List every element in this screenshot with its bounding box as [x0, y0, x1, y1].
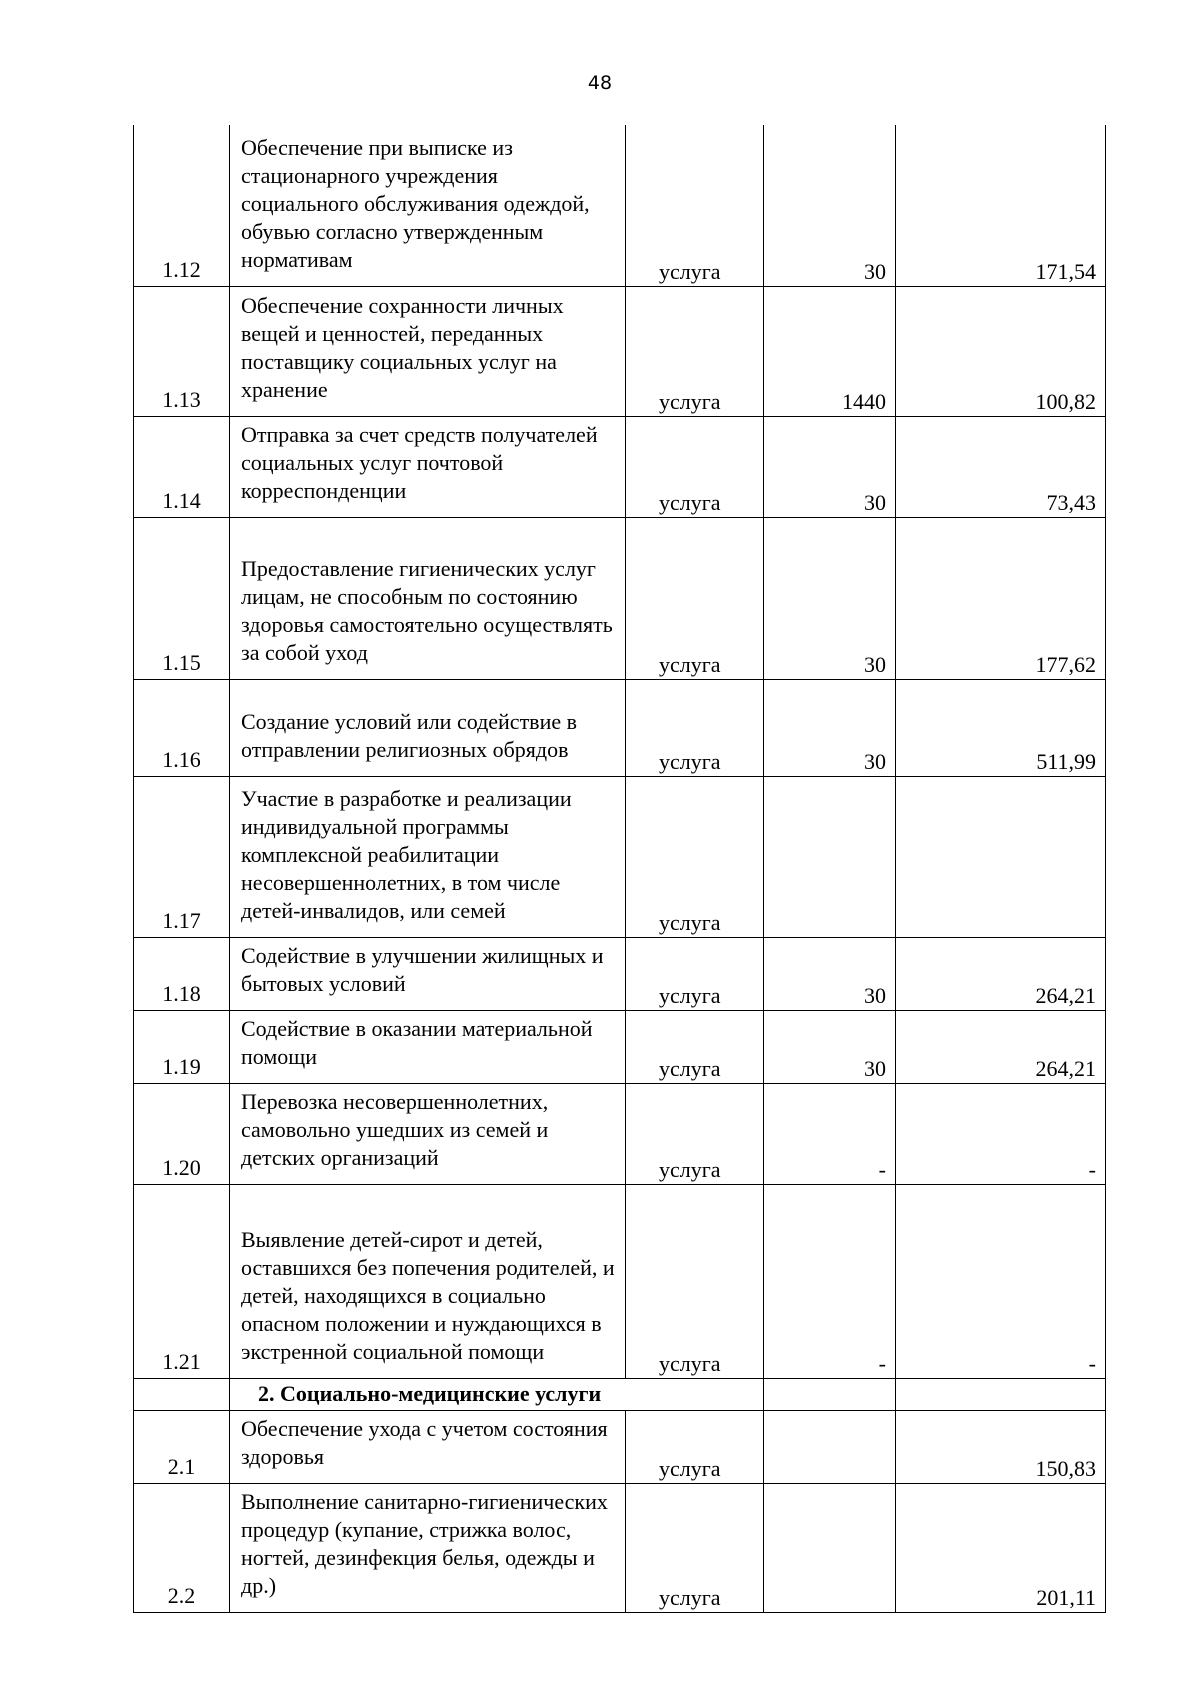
- service-unit: услуга: [626, 1410, 764, 1483]
- service-name: Обеспечение ухода с учетом состояния здоровья: [230, 1410, 626, 1483]
- service-unit: услуга: [626, 679, 764, 776]
- table-row: [134, 776, 1106, 937]
- section-header-row: [134, 1378, 1106, 1410]
- service-name: Выявление детей-сирот и детей, оставшихся без попечения родителей, и детей, находящихся в социально опасном положении и нуждающихся в экстренной социальной помощи: [230, 1184, 626, 1378]
- service-price: 201,11: [896, 1483, 1106, 1612]
- section-unit-cell: [626, 1378, 764, 1410]
- table-row: [134, 1083, 1106, 1184]
- service-quantity: -: [764, 1184, 896, 1378]
- service-name: Содействие в улучшении жилищных и бытовых условий: [230, 937, 626, 1010]
- service-quantity: 30: [764, 517, 896, 679]
- row-number: 1.20: [134, 1083, 230, 1184]
- row-number: 1.16: [134, 679, 230, 776]
- service-name: Отправка за счет средств получателей социальных услуг почтовой корреспонденции: [230, 416, 626, 517]
- section-number-cell: [134, 1378, 230, 1410]
- row-number: 1.15: [134, 517, 230, 679]
- service-price: 171,54: [896, 125, 1106, 286]
- service-name: Участие в разработке и реализации индивидуальной программы комплексной реабилитации несовершеннолетних, в том числе детей-инвалидов, или семей: [230, 776, 626, 937]
- table-row: [134, 1010, 1106, 1083]
- service-name: Создание условий или содействие в отправлении религиозных обрядов: [230, 679, 626, 776]
- table-row: [134, 517, 1106, 679]
- service-quantity: 30: [764, 416, 896, 517]
- service-name: Содействие в оказании материальной помощи: [230, 1010, 626, 1083]
- table-row: [134, 937, 1106, 1010]
- service-quantity: [764, 1483, 896, 1612]
- service-price: -: [896, 1083, 1106, 1184]
- service-unit: услуга: [626, 937, 764, 1010]
- row-number: 2.1: [134, 1410, 230, 1483]
- service-name: Перевозка несовершеннолетних, самовольно ушедших из семей и детских организаций: [230, 1083, 626, 1184]
- row-number: 1.12: [134, 125, 230, 286]
- service-name: Выполнение санитарно-гигиенических процедур (купание, стрижка волос, ногтей, дезинфекция белья, одежды и др.): [230, 1483, 626, 1612]
- service-price: 511,99: [896, 679, 1106, 776]
- table-row: [134, 679, 1106, 776]
- section-title: 2. Социально-медицинские услуги: [230, 1378, 626, 1410]
- service-unit: услуга: [626, 1483, 764, 1612]
- service-quantity: [764, 776, 896, 937]
- service-unit: услуга: [626, 286, 764, 416]
- service-price: [896, 776, 1106, 937]
- service-name: Предоставление гигиенических услуг лицам, не способным по состоянию здоровья самостоятельно осуществлять за собой уход: [230, 517, 626, 679]
- table-row: [134, 286, 1106, 416]
- service-price: 100,82: [896, 286, 1106, 416]
- service-unit: услуга: [626, 776, 764, 937]
- section-quantity-cell: [764, 1378, 896, 1410]
- service-quantity: -: [764, 1083, 896, 1184]
- table-row: [134, 416, 1106, 517]
- page-number: 48: [587, 72, 613, 94]
- table-row: [134, 1410, 1106, 1483]
- service-unit: услуга: [626, 1010, 764, 1083]
- service-quantity: 30: [764, 679, 896, 776]
- service-name: Обеспечение при выписке из стационарного учреждения социального обслуживания одеждой, обувью согласно утвержденным нормативам: [230, 125, 626, 286]
- service-quantity: [764, 1410, 896, 1483]
- service-price: 264,21: [896, 1010, 1106, 1083]
- row-number: 1.13: [134, 286, 230, 416]
- service-quantity: 30: [764, 125, 896, 286]
- row-number: 1.21: [134, 1184, 230, 1378]
- service-quantity: 30: [764, 937, 896, 1010]
- table-row: [134, 125, 1106, 286]
- table-row: [134, 1483, 1106, 1612]
- row-number: 1.19: [134, 1010, 230, 1083]
- service-price: 177,62: [896, 517, 1106, 679]
- service-price: 73,43: [896, 416, 1106, 517]
- service-unit: услуга: [626, 1184, 764, 1378]
- services-table: [133, 125, 1106, 1613]
- service-price: 264,21: [896, 937, 1106, 1010]
- section-price-cell: [896, 1378, 1106, 1410]
- table-row: [134, 1184, 1106, 1378]
- service-unit: услуга: [626, 125, 764, 286]
- row-number: 1.17: [134, 776, 230, 937]
- service-price: 150,83: [896, 1410, 1106, 1483]
- service-unit: услуга: [626, 517, 764, 679]
- row-number: 1.14: [134, 416, 230, 517]
- row-number: 1.18: [134, 937, 230, 1010]
- row-number: 2.2: [134, 1483, 230, 1612]
- service-quantity: 30: [764, 1010, 896, 1083]
- service-name: Обеспечение сохранности личных вещей и ценностей, переданных поставщику социальных услуг на хранение: [230, 286, 626, 416]
- service-unit: услуга: [626, 1083, 764, 1184]
- service-price: -: [896, 1184, 1106, 1378]
- service-unit: услуга: [626, 416, 764, 517]
- service-quantity: 1440: [764, 286, 896, 416]
